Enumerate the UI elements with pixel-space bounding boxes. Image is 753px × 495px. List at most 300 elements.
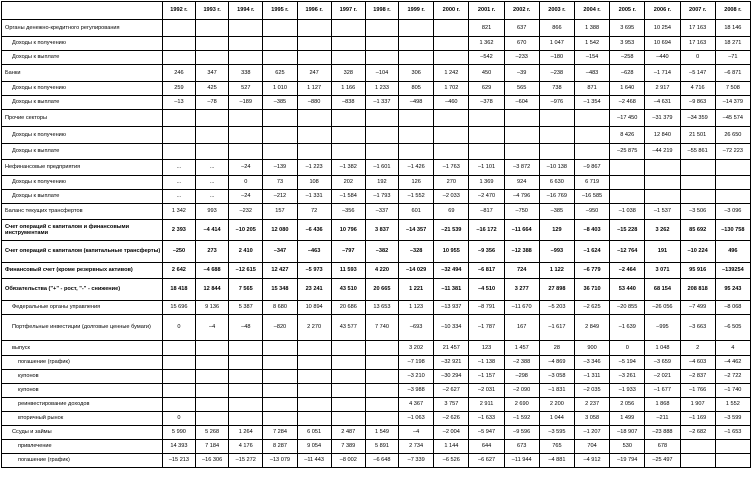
value-cell: –130 758 <box>715 220 750 241</box>
value-cell: –4 796 <box>504 190 539 204</box>
value-cell: 43 577 <box>331 315 365 341</box>
value-cell <box>297 384 331 398</box>
value-cell <box>297 110 331 127</box>
value-cell: 1 542 <box>574 37 609 51</box>
value-cell <box>229 412 263 426</box>
value-cell: –693 <box>399 315 434 341</box>
value-cell: –1 382 <box>331 160 365 176</box>
value-cell: –3 988 <box>399 384 434 398</box>
value-cell <box>504 127 539 144</box>
value-cell <box>331 37 365 51</box>
row-label: Доходы к выплате <box>2 190 163 204</box>
value-cell: –1 223 <box>297 160 331 176</box>
row-label: Прочие секторы <box>2 110 163 127</box>
value-cell: 68 154 <box>645 279 680 301</box>
value-cell <box>196 110 229 127</box>
balance-of-payments-sheet <box>1 1 751 468</box>
value-cell: –14 357 <box>399 220 434 241</box>
row-label: привлечение <box>2 440 163 454</box>
value-cell <box>263 370 297 384</box>
value-cell: 208 818 <box>680 279 715 301</box>
year-header: 2008 г. <box>715 2 750 20</box>
value-cell: –25 875 <box>610 144 645 160</box>
value-cell: –4 510 <box>469 279 504 301</box>
table-row <box>2 341 751 356</box>
value-cell: –16 769 <box>539 190 574 204</box>
value-cell <box>331 110 365 127</box>
value-cell: 3 695 <box>610 20 645 37</box>
value-cell: –3 663 <box>680 315 715 341</box>
value-cell <box>365 370 398 384</box>
value-cell <box>365 20 398 37</box>
value-cell: –19 794 <box>610 454 645 468</box>
value-cell: 10 796 <box>331 220 365 241</box>
row-label: Счет операций с капиталом (капитальные трансферты) <box>2 241 163 263</box>
value-cell: 1 127 <box>297 82 331 96</box>
value-cell <box>331 370 365 384</box>
value-cell <box>297 370 331 384</box>
value-cell <box>365 356 398 370</box>
row-label: Доходы к получению <box>2 127 163 144</box>
value-cell: ... <box>162 190 195 204</box>
value-cell: –378 <box>469 96 504 110</box>
value-cell: 2 200 <box>539 398 574 412</box>
value-cell: –26 056 <box>645 301 680 315</box>
year-header: 1992 г. <box>162 2 195 20</box>
value-cell: –11 670 <box>504 301 539 315</box>
value-cell: –15 228 <box>610 220 645 241</box>
value-cell <box>434 20 469 37</box>
value-cell: 157 <box>263 204 297 220</box>
value-cell: –8 002 <box>331 454 365 468</box>
year-header: 2002 г. <box>504 2 539 20</box>
value-cell: 12 840 <box>645 127 680 144</box>
value-cell: 3 262 <box>645 220 680 241</box>
value-cell: –30 294 <box>434 370 469 384</box>
year-header: 2000 г. <box>434 2 469 20</box>
value-cell: –2 033 <box>434 190 469 204</box>
value-cell: 3 953 <box>610 37 645 51</box>
value-cell: 629 <box>469 82 504 96</box>
year-header: 2006 г. <box>645 2 680 20</box>
value-cell: 3 058 <box>574 412 609 426</box>
row-label: Финансовый счет (кроме резервных активов) <box>2 263 163 279</box>
value-cell: –5 147 <box>680 65 715 82</box>
value-cell: –6 779 <box>574 263 609 279</box>
value-cell: 12 427 <box>263 263 297 279</box>
value-cell <box>263 412 297 426</box>
value-cell: –628 <box>610 65 645 82</box>
value-cell: –7 198 <box>399 356 434 370</box>
value-cell <box>399 127 434 144</box>
value-cell: 2 487 <box>331 426 365 440</box>
value-cell: 1 640 <box>610 82 645 96</box>
value-cell: 53 440 <box>610 279 645 301</box>
value-cell: –1 601 <box>365 160 398 176</box>
value-cell: ... <box>196 190 229 204</box>
value-cell: 1 048 <box>645 341 680 356</box>
value-cell: 4 220 <box>365 263 398 279</box>
row-label: Портфельные инвестиции (долговые ценные бумаги) <box>2 315 163 341</box>
value-cell: –1 537 <box>645 204 680 220</box>
value-cell <box>196 51 229 65</box>
value-cell: 450 <box>469 65 504 82</box>
value-cell: 7 565 <box>229 279 263 301</box>
value-cell <box>196 341 229 356</box>
value-cell <box>610 176 645 190</box>
value-cell: 5 891 <box>365 440 398 454</box>
value-cell: –6 526 <box>434 454 469 468</box>
value-cell: –2 021 <box>645 370 680 384</box>
value-cell: –4 603 <box>680 356 715 370</box>
value-cell: 10 694 <box>645 37 680 51</box>
value-cell: 27 898 <box>539 279 574 301</box>
value-cell: 5 990 <box>162 426 195 440</box>
table-row <box>2 127 751 144</box>
value-cell: 1 221 <box>399 279 434 301</box>
value-cell: –440 <box>645 51 680 65</box>
value-cell: –3 261 <box>610 370 645 384</box>
value-cell: –10 224 <box>680 241 715 263</box>
row-label: Доходы к выплате <box>2 144 163 160</box>
value-cell: –3 058 <box>539 370 574 384</box>
value-cell: –4 869 <box>539 356 574 370</box>
value-cell <box>162 398 195 412</box>
table-row <box>2 398 751 412</box>
value-cell: 724 <box>504 263 539 279</box>
row-label: Федеральные органы управления <box>2 301 163 315</box>
value-cell: –5 194 <box>610 356 645 370</box>
value-cell <box>196 127 229 144</box>
value-cell: –382 <box>365 241 398 263</box>
value-cell <box>196 412 229 426</box>
value-cell: –15 213 <box>162 454 195 468</box>
value-cell: 0 <box>680 51 715 65</box>
value-cell: 36 710 <box>574 279 609 301</box>
value-cell: 866 <box>539 20 574 37</box>
value-cell <box>331 412 365 426</box>
value-cell: –1 617 <box>539 315 574 341</box>
value-cell: –2 470 <box>469 190 504 204</box>
table-row <box>2 356 751 370</box>
value-cell: –32 494 <box>434 263 469 279</box>
value-cell: –11 944 <box>504 454 539 468</box>
value-cell: 259 <box>162 82 195 96</box>
value-cell <box>196 398 229 412</box>
value-cell: 8 680 <box>263 301 297 315</box>
value-cell: –995 <box>645 315 680 341</box>
value-cell: 1 047 <box>539 37 574 51</box>
value-cell <box>263 341 297 356</box>
value-cell: –24 <box>229 190 263 204</box>
value-cell: 1 242 <box>434 65 469 82</box>
value-cell: 3 071 <box>645 263 680 279</box>
value-cell: –12 388 <box>504 241 539 263</box>
value-cell: –1 207 <box>574 426 609 440</box>
value-cell: –1 038 <box>610 204 645 220</box>
value-cell <box>229 20 263 37</box>
value-cell: 43 510 <box>331 279 365 301</box>
value-cell <box>331 384 365 398</box>
value-cell: –385 <box>263 96 297 110</box>
table-row <box>2 20 751 37</box>
value-cell: –2 625 <box>574 301 609 315</box>
value-cell: 95 916 <box>680 263 715 279</box>
value-cell: –483 <box>574 65 609 82</box>
row-label: погашение (график) <box>2 454 163 468</box>
value-cell <box>229 127 263 144</box>
value-cell <box>574 110 609 127</box>
value-cell <box>196 356 229 370</box>
value-cell: –1 592 <box>504 412 539 426</box>
value-cell: 900 <box>574 341 609 356</box>
value-cell: 1 144 <box>434 440 469 454</box>
table-row <box>2 315 751 341</box>
value-cell <box>680 190 715 204</box>
value-cell: 1 499 <box>610 412 645 426</box>
value-cell: –2 468 <box>610 96 645 110</box>
table-row <box>2 37 751 51</box>
value-cell: –3 659 <box>645 356 680 370</box>
value-cell: 871 <box>574 82 609 96</box>
value-cell: –1 063 <box>399 412 434 426</box>
value-cell: –8 403 <box>574 220 609 241</box>
value-cell: 2 911 <box>469 398 504 412</box>
value-cell: 4 <box>715 341 750 356</box>
value-cell: 2 734 <box>399 440 434 454</box>
value-cell: 10 955 <box>434 241 469 263</box>
value-cell: –750 <box>504 204 539 220</box>
value-cell: –8 791 <box>469 301 504 315</box>
value-cell: 0 <box>162 412 195 426</box>
value-cell <box>715 440 750 454</box>
value-cell <box>645 190 680 204</box>
year-header: 1997 г. <box>331 2 365 20</box>
value-cell: –3 599 <box>715 412 750 426</box>
value-cell: 328 <box>331 65 365 82</box>
value-cell: 21 501 <box>680 127 715 144</box>
value-cell: –7 339 <box>399 454 434 468</box>
value-cell <box>162 370 195 384</box>
value-cell <box>610 190 645 204</box>
value-cell: 2 410 <box>229 241 263 263</box>
value-cell: –17 450 <box>610 110 645 127</box>
value-cell <box>162 20 195 37</box>
value-cell: 85 692 <box>680 220 715 241</box>
year-header: 2001 г. <box>469 2 504 20</box>
table-row <box>2 263 751 279</box>
value-cell: –78 <box>196 96 229 110</box>
row-label: Счет операций с капиталом и финансовыми инструментами <box>2 220 163 241</box>
value-cell <box>365 412 398 426</box>
table-row <box>2 370 751 384</box>
value-cell: 1 907 <box>680 398 715 412</box>
value-cell: 2 056 <box>610 398 645 412</box>
year-header: 1998 г. <box>365 2 398 20</box>
value-cell: –21 539 <box>434 220 469 241</box>
value-cell: 5 387 <box>229 301 263 315</box>
value-cell: –6 505 <box>715 315 750 341</box>
value-cell: –950 <box>574 204 609 220</box>
value-cell <box>297 341 331 356</box>
value-cell: 126 <box>399 176 434 190</box>
value-cell: –211 <box>645 412 680 426</box>
value-cell: –1 169 <box>680 412 715 426</box>
table-row <box>2 190 751 204</box>
value-cell: –10 334 <box>434 315 469 341</box>
value-cell: –55 861 <box>680 144 715 160</box>
value-cell: 673 <box>504 440 539 454</box>
value-cell <box>229 144 263 160</box>
value-cell: –3 210 <box>399 370 434 384</box>
value-cell: –4 912 <box>574 454 609 468</box>
value-cell: –189 <box>229 96 263 110</box>
year-header: 2003 г. <box>539 2 574 20</box>
value-cell <box>365 384 398 398</box>
table-row <box>2 440 751 454</box>
value-cell: 2 <box>680 341 715 356</box>
value-cell: 11 593 <box>331 263 365 279</box>
value-cell: 1 123 <box>399 301 434 315</box>
value-cell <box>469 144 504 160</box>
value-cell: 108 <box>297 176 331 190</box>
value-cell: 670 <box>504 37 539 51</box>
value-cell <box>434 127 469 144</box>
value-cell: 1 457 <box>504 341 539 356</box>
value-cell: –4 881 <box>539 454 574 468</box>
value-cell: 2 917 <box>645 82 680 96</box>
value-cell <box>162 127 195 144</box>
row-label: Доходы к выплате <box>2 96 163 110</box>
value-cell: –5 203 <box>539 301 574 315</box>
value-cell <box>297 37 331 51</box>
value-cell: –356 <box>331 204 365 220</box>
value-cell: –298 <box>504 370 539 384</box>
value-cell: –3 346 <box>574 356 609 370</box>
row-label: Доходы к выплате <box>2 51 163 65</box>
value-cell <box>196 37 229 51</box>
value-cell: 7 184 <box>196 440 229 454</box>
value-cell: –1 584 <box>331 190 365 204</box>
value-cell: –6 648 <box>365 454 398 468</box>
value-cell: 4 716 <box>680 82 715 96</box>
value-cell: –20 855 <box>610 301 645 315</box>
value-cell <box>263 110 297 127</box>
value-cell: –45 574 <box>715 110 750 127</box>
value-cell: –1 337 <box>365 96 398 110</box>
value-cell: –1 763 <box>434 160 469 176</box>
value-cell: –4 631 <box>645 96 680 110</box>
value-cell: –9 867 <box>574 160 609 176</box>
value-cell: –328 <box>399 241 434 263</box>
value-cell: –1 354 <box>574 96 609 110</box>
value-cell: –1 831 <box>539 384 574 398</box>
value-cell <box>162 110 195 127</box>
value-cell: 1 166 <box>331 82 365 96</box>
value-cell <box>539 110 574 127</box>
value-cell: 10 254 <box>645 20 680 37</box>
table-row <box>2 65 751 82</box>
value-cell: –4 414 <box>196 220 229 241</box>
value-cell <box>399 51 434 65</box>
table-row <box>2 176 751 190</box>
value-cell: –34 359 <box>680 110 715 127</box>
value-cell: –7 499 <box>680 301 715 315</box>
value-cell: –233 <box>504 51 539 65</box>
value-cell: 496 <box>715 241 750 263</box>
value-cell: 3 757 <box>434 398 469 412</box>
value-cell: 6 051 <box>297 426 331 440</box>
row-label: Доходы к получению <box>2 37 163 51</box>
value-cell: 1 868 <box>645 398 680 412</box>
value-cell: 0 <box>610 341 645 356</box>
value-cell: –15 272 <box>229 454 263 468</box>
value-cell: –1 311 <box>574 370 609 384</box>
value-cell: –12 615 <box>229 263 263 279</box>
value-cell <box>263 37 297 51</box>
value-cell: –1 740 <box>715 384 750 398</box>
value-cell: 1 264 <box>229 426 263 440</box>
value-cell <box>715 190 750 204</box>
value-cell <box>539 144 574 160</box>
value-cell <box>365 144 398 160</box>
row-label: Ссуды и займы <box>2 426 163 440</box>
value-cell: 805 <box>399 82 434 96</box>
value-cell: –24 <box>229 160 263 176</box>
value-cell: –993 <box>539 241 574 263</box>
value-cell: –13 079 <box>263 454 297 468</box>
value-cell: –6 817 <box>469 263 504 279</box>
value-cell: 273 <box>196 241 229 263</box>
value-cell: 530 <box>610 440 645 454</box>
row-label: реинвестирование доходов <box>2 398 163 412</box>
value-cell: –154 <box>574 51 609 65</box>
value-cell <box>229 356 263 370</box>
value-cell: 821 <box>469 20 504 37</box>
value-cell <box>331 398 365 412</box>
year-header: 2005 г. <box>610 2 645 20</box>
value-cell: 2 690 <box>504 398 539 412</box>
value-cell: 678 <box>645 440 680 454</box>
value-cell: –4 688 <box>196 263 229 279</box>
table-row <box>2 384 751 398</box>
value-cell: 738 <box>539 82 574 96</box>
value-cell: 3 277 <box>504 279 539 301</box>
value-cell: –498 <box>399 96 434 110</box>
value-cell: 425 <box>196 82 229 96</box>
value-cell: 123 <box>469 341 504 356</box>
value-cell: 1 549 <box>365 426 398 440</box>
value-cell <box>434 144 469 160</box>
value-cell: 2 849 <box>574 315 609 341</box>
value-cell <box>297 20 331 37</box>
value-cell <box>162 51 195 65</box>
value-cell <box>715 160 750 176</box>
value-cell <box>196 144 229 160</box>
value-cell <box>263 20 297 37</box>
value-cell: –2 031 <box>469 384 504 398</box>
value-cell: 23 241 <box>297 279 331 301</box>
value-cell: ... <box>196 160 229 176</box>
value-cell: 1 362 <box>469 37 504 51</box>
value-cell: 1 702 <box>434 82 469 96</box>
value-cell: –1 101 <box>469 160 504 176</box>
value-cell: 95 243 <box>715 279 750 301</box>
header-label-cell <box>2 2 163 20</box>
value-cell: –39 <box>504 65 539 82</box>
value-cell <box>504 144 539 160</box>
row-label: погашение (график) <box>2 356 163 370</box>
